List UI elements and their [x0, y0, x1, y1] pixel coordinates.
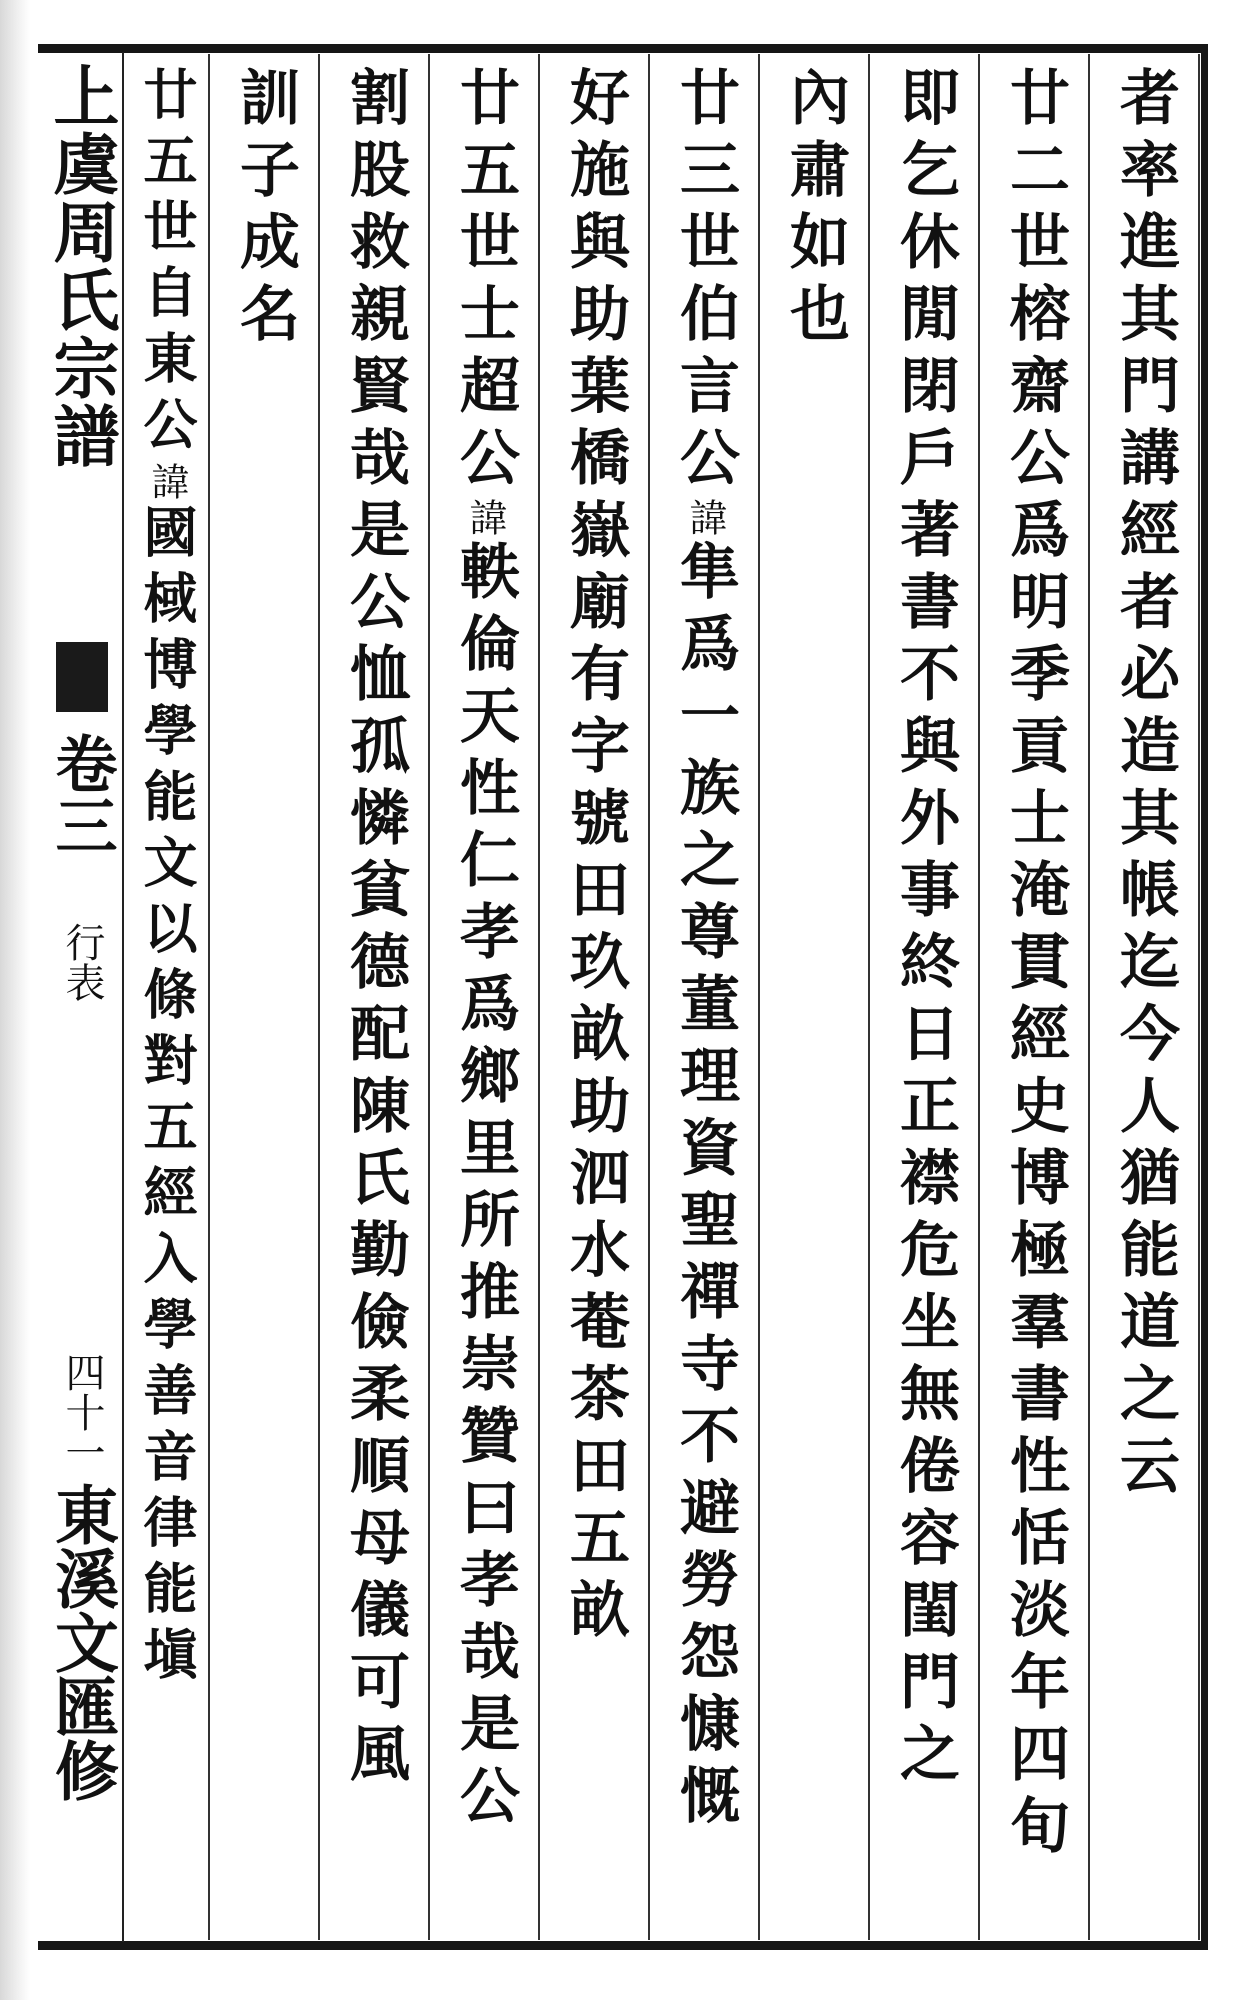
- column-text: [650, 66, 760, 1836]
- taboo-note: 諱: [145, 462, 189, 504]
- column-text: 者率進其門講經者必造其帳迄今人猶能道之云: [1110, 66, 1180, 1506]
- page-number: 四十一: [59, 1352, 105, 1472]
- column-text: 割股救親賢哉是公恤孤憐貧德配陳氏勤儉柔順母儀可風: [340, 66, 410, 1794]
- text-column-2: [980, 54, 1090, 1940]
- column-text: 訓子成名: [230, 66, 300, 354]
- taboo-note: 諱: [683, 498, 727, 540]
- text-column-7: [430, 54, 540, 1940]
- text-column-8: [320, 54, 430, 1940]
- taboo-note: 諱: [463, 498, 507, 540]
- entry-heading: 廿五世自東公: [135, 66, 199, 462]
- entry-body: 軼倫天性仁孝爲鄉里所推崇贊曰孝哉是公: [450, 540, 520, 1836]
- text-column-6: [540, 54, 650, 1940]
- text-column-9: [210, 54, 320, 1940]
- column-text: 廿二世榕齋公爲明季貢士淹貫經史博極羣書性恬淡年四旬: [1000, 66, 1070, 1866]
- page-gutter: [0, 0, 30, 2000]
- volume-number: 卷三: [45, 732, 118, 856]
- hall-name: 東溪文匯修: [44, 1482, 119, 1802]
- text-column-10: [124, 54, 210, 1940]
- column-text: [124, 66, 210, 1692]
- column-text: 內肅如也: [780, 66, 850, 354]
- column-text: [430, 66, 540, 1836]
- section-name: 行表: [59, 922, 105, 1002]
- fishtail-mark: [56, 642, 108, 712]
- column-text: 好施與助葉橋嶽廟有字號田玖畝助泗水菴茶田五畝: [560, 66, 630, 1650]
- text-column-1: [1090, 54, 1200, 1940]
- entry-body: 隼爲一族之尊董理資聖禪寺不避勞怨慷慨: [670, 540, 740, 1836]
- text-column-5: [650, 54, 760, 1940]
- text-column-4: [760, 54, 870, 1940]
- column-text: 即乞休閒閉戶著書不與外事終日正襟危坐無倦容閨門之: [890, 66, 960, 1794]
- text-column-3: [870, 54, 980, 1940]
- entry-body: 國棫博學能文以條對五經入學善音律能塡: [135, 504, 199, 1692]
- book-title: 上虞周氏宗譜: [42, 62, 120, 470]
- entry-heading: 廿三世伯言公: [670, 66, 740, 498]
- entry-heading: 廿五世士超公: [450, 66, 520, 498]
- book-spine-column: [38, 52, 124, 1942]
